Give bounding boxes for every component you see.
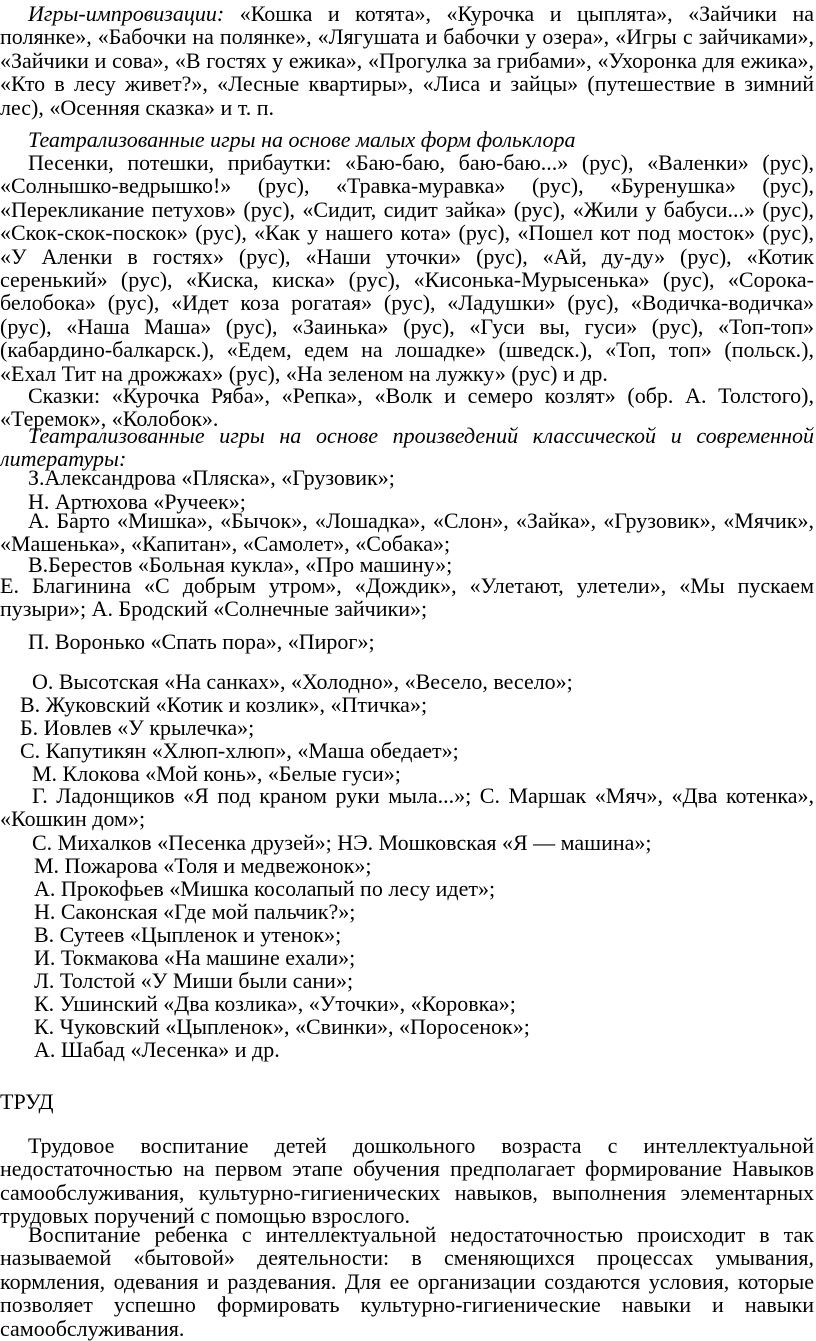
- literature-item-vysotskaya: О. Высотская «На санках», «Холодно», «Весело, весело»;: [32, 669, 573, 694]
- literature-item-klokova: М. Клокова «Мой конь», «Белые гуси»;: [32, 761, 401, 786]
- trud-paragraph-1: Трудовое воспитание детей дошкольного возраста с интеллектуальной недостаточностью на первом этапе обучения предполагает формирование Навыков самообслуживания, культурно-гигиенических навыков, выполнения элементарных трудовых поручений с помощью взрослого.: [0, 1133, 814, 1229]
- folklore-songs-paragraph: Песенки, потешки, прибаутки: «Баю-баю, баю-баю...» (рус), «Валенки» (рус), «Солнышко-ведрышко!» (рус), «Травка-муравка» (рус), «Буренушка» (рус), «Перекликание петухов» (рус), «Сидит, сидит зайка» (рус), «Жили у бабуси...» (рус), «Скок-скок-поскок» (рус), «Как у нашего кота» (рус), «Пошел кот под мосток» (рус), «У Аленки в гостях» (рус), «Наши уточки» (рус), «Ай, ду-ду» (рус), «Котик серенький» (рус), «Киска, киска» (рус), «Кисонька-Мурысенька» (рус), «Сорока-белобока» (рус), «Идет коза рогатая» (рус), «Ладушки» (рус), «Водичка-водичка» (рус), «Наша Маша» (рус), «Заинька» (рус), «Гуси вы, гуси» (рус), «Топ-топ» (кабардино-балкарск.), «Едем, едем на лошадке» (шведск.), «Топ, топ» (польск.), «Ехал Тит на дрожжах» (рус), «На зеленом на лужку» (рус) и др.: [0, 150, 814, 386]
- literature-item-kaputikyan: С. Капутикян «Хлюп-хлюп», «Маша обедает»;: [20, 738, 459, 763]
- literature-item-berestov: В.Берестов «Больная кукла», «Про машину»;: [28, 552, 453, 577]
- literature-item-suteev: В. Сутеев «Цыпленок и утенок»;: [34, 922, 342, 947]
- folklore-heading: Театрализованные игры на основе малых форм фольклора: [28, 127, 576, 152]
- literature-item-chukovsky: К. Чуковский «Цыпленок», «Свинки», «Поросенок»;: [34, 1014, 530, 1039]
- literature-item-voronko: П. Воронько «Спать пора», «Пирог»;: [28, 629, 375, 654]
- literature-item-prokofyev: А. Прокофьев «Мишка косолапый по лесу идет»;: [34, 876, 496, 901]
- literature-item-pozharova: М. Пожарова «Толя и медвежонок»;: [34, 853, 372, 878]
- literature-item-mikhalkov: С. Михалков «Песенка друзей»; НЭ. Мошковская «Я — машина»;: [32, 830, 652, 855]
- literature-item-ladonshchikov: Г. Ладонщиков «Я под краном руки мыла...»; С. Маршак «Мяч», «Два котенка», «Кошкин дом»;: [0, 783, 814, 832]
- literature-item-sakonskaya: Н. Саконская «Где мой пальчик?»;: [34, 899, 356, 924]
- improvisation-games-label: Игры-импровизации:: [28, 1, 225, 26]
- literature-item-artyukhova: Н. Артюхова «Ручеек»;: [28, 489, 246, 514]
- literature-item-shabad: А. Шабад «Лесенка» и др.: [34, 1037, 280, 1062]
- literature-item-tokmakova: И. Токмакова «На машине ехали»;: [34, 945, 356, 970]
- trud-paragraph-2: Воспитание ребенка с интеллектуальной недостаточностью происходит в так называемой «бытовой» деятельности: в сменяющихся процессах умывания, кормления, одевания и раздевания. Для ее организации создаются условия, которые позволяет успешно формировать культурно-гигиенические навыки и навыки самообслуживания.: [0, 1222, 814, 1341]
- literature-item-ushinsky: К. Ушинский «Два козлика», «Уточки», «Коровка»;: [34, 991, 516, 1016]
- literature-item-aleksandrova: З.Александрова «Пляска», «Грузовик»;: [28, 465, 395, 490]
- literature-item-iovlev: Б. Иовлев «У крылечка»;: [20, 715, 255, 740]
- literature-item-zhukovsky: В. Жуковский «Котик и козлик», «Птичка»;: [20, 692, 428, 717]
- improvisation-games-paragraph: [0, 2, 814, 119]
- literature-item-blaginina: Е. Благинина «С добрым утром», «Дождик», «Улетают, улетели», «Мы пускаем пузыри»; А. Бродский «Солнечные зайчики»;: [0, 573, 814, 622]
- folklore-tales-paragraph: Сказки: «Курочка Ряба», «Репка», «Волк и семеро козлят» (обр. А. Толстого), «Теремок», «Колобок».: [0, 383, 814, 432]
- literature-item-tolstoy: Л. Толстой «У Миши были сани»;: [34, 968, 354, 993]
- literature-heading: Театрализованные игры на основе произведений классической и современной литературы:: [0, 423, 814, 472]
- literature-item-barto: А. Барто «Мишка», «Бычок», «Лошадка», «Слон», «Зайка», «Грузовик», «Мячик», «Машенька», «Капитан», «Самолет», «Собака»;: [0, 508, 814, 557]
- improvisation-games-list: «Кошка и котята», «Курочка и цыплята», «Зайчики на полянке», «Бабочки на полянке», «Лягушата и бабочки у озера», «Игры с зайчиками», «Зайчики и сова», «В гостях у ежика», «Прогулка за грибами», «Ухоронка для ежика», «Кто в лесу живет?», «Лесные квартиры», «Лиса и зайцы» (путешествие в зимний лес), «Осенняя сказка» и т. п.: [0, 1, 814, 120]
- section-title-trud: ТРУД: [0, 1089, 54, 1114]
